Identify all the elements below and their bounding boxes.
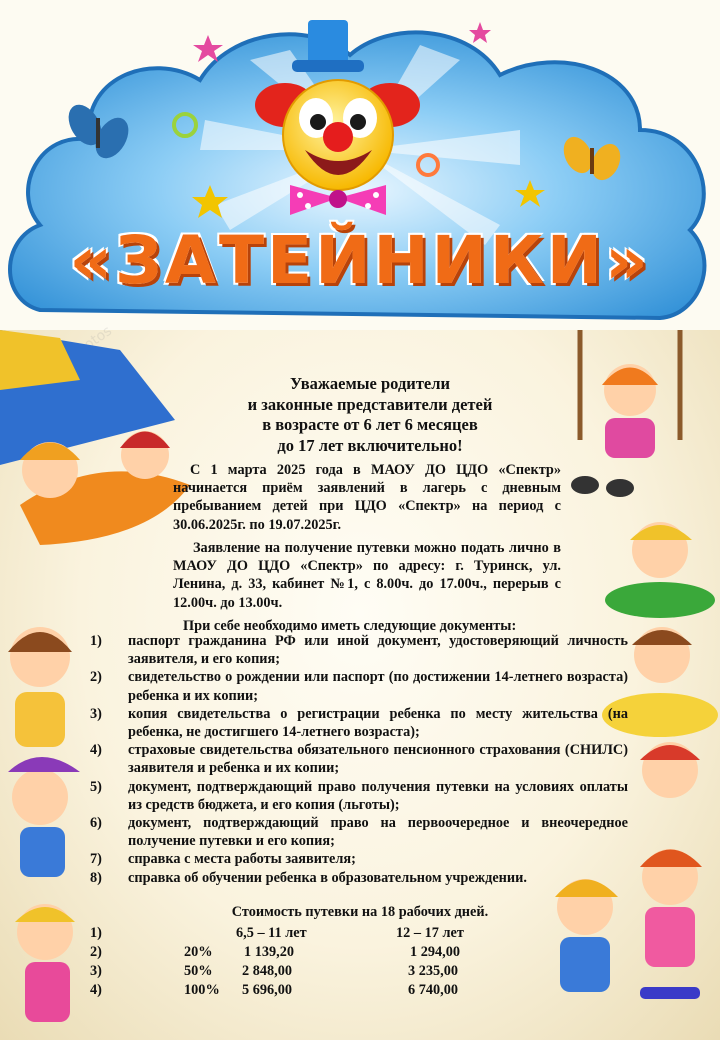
- cost-row-number: 3): [90, 963, 102, 979]
- cost-percent: 50%: [184, 963, 213, 979]
- list-item: [90, 705, 628, 741]
- girl-swing-illustration: [560, 330, 720, 500]
- list-item-number: 8): [90, 869, 102, 886]
- list-item: [90, 778, 628, 814]
- camp-title: «ЗАТЕЙНИКИ»: [69, 222, 651, 299]
- cost-row-number: 1): [90, 925, 102, 941]
- list-item: [90, 632, 628, 668]
- list-item: [90, 869, 628, 887]
- list-item-number: 7): [90, 851, 102, 868]
- cost-price-older: 6 740,00: [408, 982, 459, 998]
- list-item-number: 4): [90, 742, 102, 759]
- documents-intro: При себе необходимо иметь следующие документы:: [183, 618, 517, 634]
- announcement-paragraph: С 1 марта 2025 года в МАОУ ДО ЦДО «Спектр» начинается приём заявлений в лагерь с дневным пребыванием детей при ЦДО «Спектр» на период с 30.06.2025г. по 19.07.2025г.: [173, 462, 561, 533]
- age-group-label: 12 – 17 лет: [396, 925, 464, 941]
- greeting-line: Уважаемые родители: [289, 374, 451, 393]
- list-item: [90, 741, 628, 777]
- cost-row-number: 2): [90, 944, 102, 960]
- cost-price-older: 1 294,00: [410, 944, 461, 960]
- greeting-heading: [170, 374, 570, 456]
- list-item-text: справка об обучении ребенка в образовательном учреждении.: [128, 869, 527, 886]
- list-item-text: паспорт гражданина РФ или иной документ, удостоверяющий личность заявителя, и его копия;: [128, 633, 628, 668]
- cost-price-younger: 2 848,00: [242, 963, 293, 979]
- documents-list: [90, 632, 628, 887]
- list-item-text: документ, подтверждающий право на первоочередное и внеочередное получение путевки и его копия;: [128, 815, 628, 850]
- greeting-line: до 17 лет включительно!: [277, 435, 463, 455]
- list-item-text: свидетельство о рождении или паспорт (по достижении 14-летнего возраста) ребенка и их копии;: [128, 669, 628, 704]
- list-item: [90, 668, 628, 704]
- cost-price-younger: 1 139,20: [244, 944, 295, 960]
- kids-left-illustration: [0, 612, 90, 1032]
- list-item-text: копия свидетельства о регистрации ребенка по месту жительства (на ребенка, не достигшего 14-летнего возраста);: [128, 705, 628, 741]
- list-item-number: 1): [90, 633, 102, 649]
- list-item: [90, 814, 628, 850]
- list-item-number: 2): [90, 669, 102, 686]
- header-banner: [0, 0, 720, 330]
- greeting-line: в возрасте от 6 лет 6 месяцев: [262, 415, 478, 434]
- application-paragraph: Заявление на получение путевки можно подать лично в МАОУ ДО ЦДО «Спектр» по адресу: г. Туринск, ул. Ленина, д. 33, кабинет №1, с 8.00ч. до 17.00ч., перерыв с 12.00ч. до 13.00ч.: [173, 540, 561, 611]
- cost-title: Стоимость путевки на 18 рабочих дней.: [231, 904, 489, 920]
- list-item-number: 3): [90, 705, 102, 722]
- list-item-text: документ, подтверждающий право получения путевки на условиях оплаты из средств бюджета, и его копия (льготы);: [128, 778, 628, 813]
- list-item-text: страховые свидетельства обязательного пенсионного страхования (СНИЛС) заявителя и ребенка и их копии;: [128, 742, 628, 777]
- list-item: [90, 850, 628, 868]
- cost-percent: 100%: [184, 982, 220, 998]
- list-item-number: 5): [90, 778, 102, 795]
- greeting-line: и законные представители детей: [247, 394, 493, 414]
- cost-price-younger: 5 696,00: [242, 982, 293, 998]
- age-group-label: 6,5 – 11 лет: [236, 925, 307, 941]
- cost-price-older: 3 235,00: [408, 963, 459, 979]
- list-item-number: 6): [90, 815, 102, 832]
- cost-percent: 20%: [184, 944, 213, 960]
- cost-row-number: 4): [90, 982, 102, 998]
- list-item-text: справка с места работы заявителя;: [128, 851, 356, 868]
